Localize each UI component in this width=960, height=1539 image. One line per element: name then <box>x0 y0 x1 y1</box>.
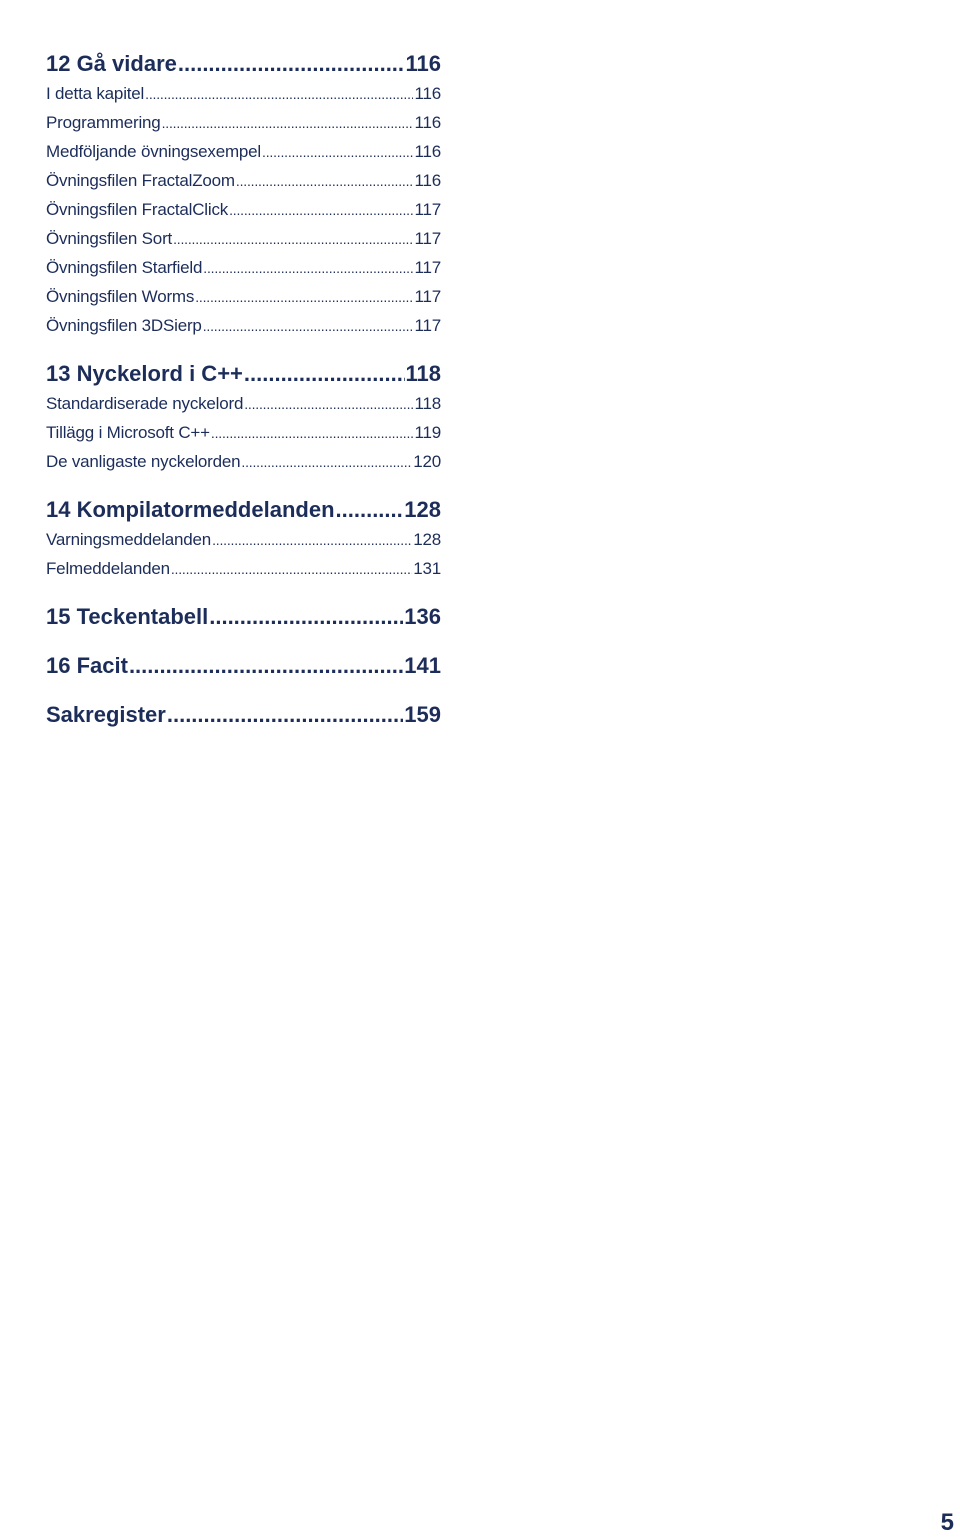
toc-page-number: 116 <box>414 84 441 103</box>
toc-chapter-heading[interactable] <box>46 699 441 730</box>
toc-entry[interactable] <box>46 108 441 137</box>
toc-page-number: 128 <box>413 530 441 549</box>
dot-leader <box>336 494 404 525</box>
dot-leader <box>236 167 414 196</box>
toc-entry[interactable] <box>46 554 441 583</box>
toc-entry-title: I detta kapitel <box>46 84 145 103</box>
toc-entry[interactable] <box>46 137 441 166</box>
toc-entry[interactable] <box>46 79 441 108</box>
dot-leader <box>173 225 413 254</box>
dot-leader <box>203 312 414 341</box>
toc-section <box>46 601 441 632</box>
dot-leader <box>203 254 413 283</box>
toc-page-number: 159 <box>404 702 441 727</box>
toc-entry-title: Övningsfilen Sort <box>46 229 173 248</box>
toc-page-number: 128 <box>404 497 441 522</box>
toc-page-number: 117 <box>414 316 441 335</box>
dot-leader <box>262 138 413 167</box>
toc-section <box>46 650 441 681</box>
toc-chapter-heading[interactable] <box>46 48 441 79</box>
toc-entry-title: Övningsfilen Starfield <box>46 258 203 277</box>
toc-entry[interactable] <box>46 525 441 554</box>
dot-leader <box>145 80 413 109</box>
toc-entry[interactable] <box>46 418 441 447</box>
toc-entry-title: Övningsfilen 3DSierp <box>46 316 202 335</box>
toc-section <box>46 48 441 340</box>
toc-page-number: 118 <box>405 361 441 386</box>
toc-chapter-title: 15 Teckentabell <box>46 604 209 629</box>
toc-chapter-heading[interactable] <box>46 601 441 632</box>
dot-leader <box>167 699 403 730</box>
toc-section <box>46 494 441 583</box>
dot-leader <box>129 650 403 681</box>
dot-leader <box>229 196 413 225</box>
toc-chapter-heading[interactable] <box>46 650 441 681</box>
toc-page-number: 116 <box>405 51 441 76</box>
toc-page-number: 119 <box>414 423 441 442</box>
dot-leader <box>244 390 413 419</box>
toc-chapter-title: 16 Facit <box>46 653 128 678</box>
dot-leader <box>241 448 412 477</box>
dot-leader <box>178 48 405 79</box>
toc-page-number: 120 <box>413 452 441 471</box>
toc-entry-title: Övningsfilen Worms <box>46 287 195 306</box>
toc-page-number: 118 <box>414 394 441 413</box>
dot-leader <box>195 283 413 312</box>
toc-entry[interactable] <box>46 282 441 311</box>
toc-entry[interactable] <box>46 447 441 476</box>
toc-chapter-title: 12 Gå vidare <box>46 51 177 76</box>
table-of-contents <box>46 48 441 748</box>
toc-entry-title: Varningsmeddelanden <box>46 530 212 549</box>
toc-section <box>46 699 441 730</box>
page-number: 5 <box>940 1509 954 1536</box>
toc-entry-title: Tillägg i Microsoft C++ <box>46 423 210 442</box>
toc-entry-title: Standardiserade nyckelord <box>46 394 244 413</box>
toc-page-number: 117 <box>414 287 441 306</box>
toc-page-number: 116 <box>414 142 441 161</box>
toc-entry-title: Medföljande övningsexempel <box>46 142 261 161</box>
toc-entry-title: Övningsfilen FractalZoom <box>46 171 235 190</box>
dot-leader <box>162 109 414 138</box>
toc-page-number: 116 <box>414 113 441 132</box>
toc-chapter-heading[interactable] <box>46 358 441 389</box>
toc-chapter-title: 14 Kompilatormeddelanden <box>46 497 335 522</box>
toc-chapter-heading[interactable] <box>46 494 441 525</box>
toc-entry[interactable] <box>46 224 441 253</box>
dot-leader <box>212 526 412 555</box>
toc-page-number: 136 <box>404 604 441 629</box>
toc-page-number: 117 <box>414 200 441 219</box>
toc-entry[interactable] <box>46 166 441 195</box>
toc-page-number: 117 <box>414 258 441 277</box>
toc-entry[interactable] <box>46 253 441 282</box>
dot-leader <box>244 358 405 389</box>
toc-entry-title: De vanligaste nyckelorden <box>46 452 241 471</box>
dot-leader <box>209 601 403 632</box>
toc-page-number: 116 <box>414 171 441 190</box>
toc-entry-title: Övningsfilen FractalClick <box>46 200 229 219</box>
toc-page-number: 131 <box>413 559 441 578</box>
toc-entry-title: Felmeddelanden <box>46 559 170 578</box>
toc-chapter-title: 13 Nyckelord i C++ <box>46 361 243 386</box>
toc-section <box>46 358 441 476</box>
toc-page-number: 141 <box>404 653 441 678</box>
toc-entry[interactable] <box>46 389 441 418</box>
toc-chapter-title: Sakregister <box>46 702 166 727</box>
dot-leader <box>211 419 414 448</box>
dot-leader <box>171 555 412 584</box>
toc-entry[interactable] <box>46 195 441 224</box>
toc-page-number: 117 <box>414 229 441 248</box>
toc-entry-title: Programmering <box>46 113 161 132</box>
toc-entry[interactable] <box>46 311 441 340</box>
